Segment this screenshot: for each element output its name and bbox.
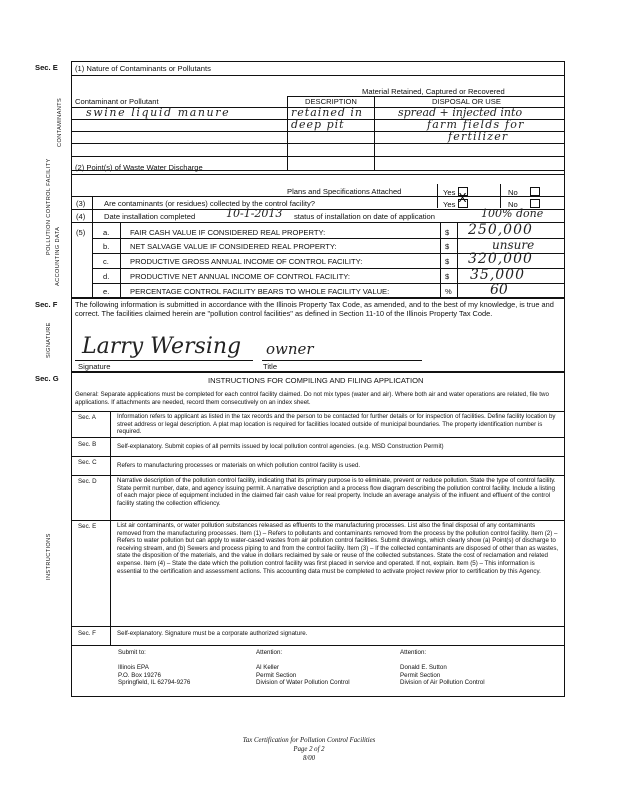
hw-disp-2: farm fields for bbox=[427, 118, 525, 131]
hw-contaminant: swine liquid manure bbox=[86, 106, 231, 119]
row3-num: (3) bbox=[76, 199, 86, 208]
item-text: FAIR CASH VALUE IF CONSIDERED REAL PROPERTY: bbox=[130, 228, 326, 237]
sec-e-title1: (1) Nature of Contaminants or Pollutants bbox=[75, 64, 211, 73]
addr-line: Permit Section bbox=[400, 671, 441, 679]
footer-line2: Page 2 of 2 bbox=[293, 746, 325, 753]
side-label-signature: SIGNATURE bbox=[46, 322, 52, 358]
addr-line: Division of Water Pollution Control bbox=[256, 679, 350, 687]
side-label-instructions: INSTRUCTIONS bbox=[46, 533, 52, 580]
plans-yes-label: Yes bbox=[443, 188, 456, 197]
sec-e-label: Sec. E bbox=[35, 63, 58, 72]
attention-2: Attention: bbox=[400, 649, 427, 656]
row4-date: 10-1-2013 bbox=[226, 207, 283, 220]
addr-line: Permit Section bbox=[256, 671, 297, 679]
row4-num: (4) bbox=[76, 212, 86, 221]
footer-line1: Tax Certification for Pollution Control Facilities bbox=[242, 737, 376, 744]
row3-no-label: No bbox=[508, 200, 518, 209]
col-contaminant: Contaminant or Pollutant bbox=[75, 97, 159, 106]
check-mark: X bbox=[458, 191, 467, 205]
side-label-contaminants: CONTAMINANTS bbox=[57, 97, 63, 147]
item-value: 320,000 bbox=[468, 251, 533, 267]
sec-e-title2: (2) Point(s) of Waste Water Discharge bbox=[75, 163, 203, 172]
instr-label: Sec. B bbox=[78, 441, 97, 448]
addr-line: Al Keller bbox=[256, 664, 280, 671]
addr-line: Donald E. Sutton bbox=[400, 664, 447, 671]
hw-desc-1: retained in bbox=[291, 106, 363, 119]
title-label: Title bbox=[263, 362, 278, 371]
hw-disp-3: fertilizer bbox=[448, 130, 509, 143]
item-unit: $ bbox=[445, 228, 450, 237]
plans-no-label: No bbox=[508, 188, 518, 197]
plans-label: Plans and Specifications Attached bbox=[287, 187, 402, 196]
footer-line3: 8/00 bbox=[302, 755, 316, 762]
title-hw: owner bbox=[266, 340, 314, 358]
hw-disp-1: spread + injected into bbox=[398, 106, 523, 119]
item-letter: a. bbox=[103, 228, 110, 237]
item-unit: $ bbox=[445, 257, 450, 266]
item-text: NET SALVAGE VALUE IF CONSIDERED REAL PROPERTY: bbox=[130, 242, 337, 251]
signature-hw: Larry Wersing bbox=[82, 334, 242, 359]
row4-status: 100% done bbox=[481, 207, 544, 220]
submit-to: Submit to: bbox=[118, 649, 146, 656]
side-label-accounting: ACCOUNTING DATA bbox=[55, 226, 61, 286]
instr-label: Sec. C bbox=[78, 459, 97, 466]
instr-text: Self-explanatory. Signature must be a corporate authorized signature. bbox=[117, 630, 308, 637]
hw-desc-2: deep pit bbox=[291, 118, 345, 131]
instr-text: Self-explanatory. Submit copies of all permits issued by local pollution control agencies. (e.g. MSD Construction Permit) bbox=[117, 443, 444, 450]
item-letter: b. bbox=[103, 242, 110, 251]
item-text: PRODUCTIVE GROSS ANNUAL INCOME OF CONTROL FACILITY: bbox=[130, 257, 363, 266]
plans-no-checkbox[interactable] bbox=[530, 187, 540, 196]
row4-text-b: status of installation on date of application bbox=[294, 212, 435, 221]
address-water bbox=[256, 664, 350, 687]
row3-text: Are contaminants (or residues) collected by the control facility? bbox=[104, 199, 316, 208]
item-letter: e. bbox=[103, 287, 110, 296]
instr-text: Refers to manufacturing processes or materials on which pollution control facility is used. bbox=[117, 462, 361, 469]
instr-label: Sec. A bbox=[78, 414, 96, 421]
sec-f-text: The following information is submitted in accordance with the Illinois Property Tax Code, as amended, and to the best of my knowledge, is true and correct. The facilities claimed herein are "pollution control facilities" as defined in Section 11-10 of the Illinois Property Tax Code. bbox=[75, 300, 554, 318]
address-epa bbox=[118, 664, 190, 687]
item-value: unsure bbox=[492, 238, 535, 252]
addr-line: Illinois EPA bbox=[118, 664, 149, 671]
material-header: Material Retained, Captured or Recovered bbox=[362, 87, 505, 96]
item-letter: d. bbox=[103, 272, 110, 281]
row3-yes-checkbox[interactable] bbox=[458, 191, 468, 208]
item-value: 35,000 bbox=[470, 267, 525, 283]
col-description: DESCRIPTION bbox=[305, 97, 357, 106]
item-text: PRODUCTIVE NET ANNUAL INCOME OF CONTROL FACILITY: bbox=[130, 272, 350, 281]
signature-label: Signature bbox=[78, 362, 111, 371]
row4-text-a: Date installation completed bbox=[104, 212, 196, 221]
addr-line: P.O. Box 19276 bbox=[118, 671, 161, 679]
addr-line: Division of Air Pollution Control bbox=[400, 679, 485, 687]
item-text: PERCENTAGE CONTROL FACILITY BEARS TO WHOLE FACILITY VALUE: bbox=[130, 287, 390, 296]
side-label-pcf: POLLUTION CONTROL FACILITY bbox=[46, 158, 52, 255]
instr-label: Sec. D bbox=[78, 478, 97, 485]
instr-text: Information refers to applicant as listed in the tax records and the person to be contacted for further details or for inspection of facilities. Define facility location by street address or legal description. A plat map location is required for facilities located outside of municipal boundaries. The property identification number is required. bbox=[117, 413, 556, 436]
sec-f-label: Sec. F bbox=[35, 300, 58, 309]
instr-label: Sec. F bbox=[78, 630, 96, 637]
col-disposal: DISPOSAL OR USE bbox=[432, 97, 501, 106]
address-air bbox=[400, 664, 485, 687]
item-value: 250,000 bbox=[468, 222, 533, 238]
sec-g-label: Sec. G bbox=[35, 374, 59, 383]
instr-text: List air contaminants, or water pollution substances released as effluents to the manufacturing processes. List also the final disposal of any contaminants removed from the manufacturing processes. Item (1) – Refers to pollutants and contaminants removed from the process by the pollution control facility. Item (2) – Refers to water pollution but can apply to water-cased wastes from air pollution control facilities. Submit drawings, which clearly show (a) Point(s) of discharge to receiving stream, and (b) Sewers and process piping to and from the control facility. Item (3) – If the collected contaminants are disposed of other than as wastes, state the disposition of the materials, and the value in dollars reclaimed by sale or reuse of the collected substances. State the cost of reclamation and related expense. Item (4) – State the date which the pollution control facility was first placed in service and operated. If not, explain. Item (5) – This information is essential to the certification and assessment actions. This accounting data must be completed to activate project review prior to certification by this Agency. bbox=[117, 522, 559, 575]
attention-1: Attention: bbox=[256, 649, 283, 656]
sec-g-header: INSTRUCTIONS FOR COMPILING AND FILING APPLICATION bbox=[208, 376, 424, 385]
sec-g-general: General: Separate applications must be completed for each control facility claimed. Do not mix types (water and air). Where both air and water operations are related, file two applications. If attachments are needed, record them consecutively on an index sheet. bbox=[75, 391, 549, 406]
row3-yes-label: Yes bbox=[443, 200, 456, 209]
addr-line: Springfield, IL 62794-9276 bbox=[118, 679, 191, 687]
instr-label: Sec. E bbox=[78, 523, 97, 530]
item-unit: % bbox=[445, 287, 452, 296]
row5-num: (5) bbox=[76, 228, 86, 237]
item-letter: c. bbox=[103, 257, 109, 266]
instr-text: Narrative description of the pollution control facility, indicating that its primary purpose is to eliminate, prevent or reduce pollution. State the type of control facility. State permit number, date, and agency issuing permit. A narrative description and a process flow diagram describing the pollution control facility. Include a listing of each major piece of equipment included in the claimed fair cash value for real property. Include an average analysis of the influent and effluent of the control facility stating the collection efficiency. bbox=[117, 477, 556, 507]
row3-yes bbox=[443, 191, 468, 209]
item-value: 60 bbox=[490, 282, 508, 298]
item-unit: $ bbox=[445, 242, 450, 251]
item-unit: $ bbox=[445, 272, 450, 281]
